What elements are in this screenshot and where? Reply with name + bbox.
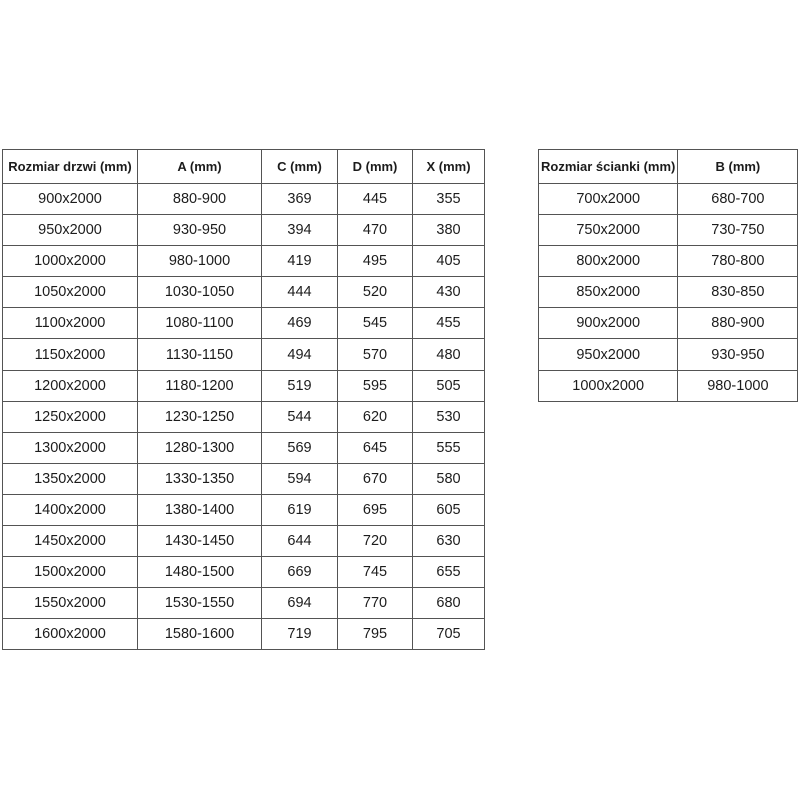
table-cell: 1080-1100 <box>138 308 262 339</box>
table-row <box>3 308 485 339</box>
table-cell: 1130-1150 <box>138 339 262 370</box>
table-cell: 1400x2000 <box>3 494 138 525</box>
table-cell: 680-700 <box>678 184 798 215</box>
table-cell: 655 <box>413 557 485 588</box>
table-cell: 880-900 <box>678 308 798 339</box>
doors-header-row <box>3 150 485 184</box>
table-cell: 1000x2000 <box>3 246 138 277</box>
table-cell: 1030-1050 <box>138 277 262 308</box>
table-cell: 880-900 <box>138 184 262 215</box>
table-row <box>539 277 798 308</box>
column-header: Rozmiar ścianki (mm) <box>539 150 678 184</box>
table-cell: 705 <box>413 619 485 650</box>
table-cell: 605 <box>413 494 485 525</box>
table-cell: 1330-1350 <box>138 463 262 494</box>
table-cell: 719 <box>262 619 338 650</box>
table-cell: 680 <box>413 588 485 619</box>
table-cell: 380 <box>413 215 485 246</box>
table-cell: 950x2000 <box>3 215 138 246</box>
table-cell: 569 <box>262 432 338 463</box>
table-cell: 795 <box>338 619 413 650</box>
table-cell: 445 <box>338 184 413 215</box>
table-cell: 1100x2000 <box>3 308 138 339</box>
table-cell: 1200x2000 <box>3 370 138 401</box>
table-row <box>539 215 798 246</box>
table-cell: 1050x2000 <box>3 277 138 308</box>
table-cell: 900x2000 <box>3 184 138 215</box>
table-row <box>3 401 485 432</box>
table-row <box>3 432 485 463</box>
table-row <box>3 339 485 370</box>
table-cell: 700x2000 <box>539 184 678 215</box>
doors-table <box>2 149 485 650</box>
table-cell: 950x2000 <box>539 339 678 370</box>
table-cell: 645 <box>338 432 413 463</box>
table-cell: 1350x2000 <box>3 463 138 494</box>
table-cell: 544 <box>262 401 338 432</box>
table-cell: 980-1000 <box>678 370 798 401</box>
table-cell: 1550x2000 <box>3 588 138 619</box>
table-cell: 580 <box>413 463 485 494</box>
table-row <box>3 370 485 401</box>
table-row <box>3 588 485 619</box>
table-cell: 780-800 <box>678 246 798 277</box>
column-header: C (mm) <box>262 150 338 184</box>
table-cell: 495 <box>338 246 413 277</box>
column-header: A (mm) <box>138 150 262 184</box>
table-cell: 570 <box>338 339 413 370</box>
table-cell: 405 <box>413 246 485 277</box>
table-cell: 1600x2000 <box>3 619 138 650</box>
column-header: X (mm) <box>413 150 485 184</box>
table-cell: 1580-1600 <box>138 619 262 650</box>
table-cell: 730-750 <box>678 215 798 246</box>
table-cell: 530 <box>413 401 485 432</box>
table-cell: 670 <box>338 463 413 494</box>
table-cell: 1230-1250 <box>138 401 262 432</box>
table-cell: 444 <box>262 277 338 308</box>
table-cell: 455 <box>413 308 485 339</box>
table-cell: 620 <box>338 401 413 432</box>
table-cell: 1380-1400 <box>138 494 262 525</box>
table-cell: 695 <box>338 494 413 525</box>
walls-table <box>538 149 798 402</box>
table-cell: 470 <box>338 215 413 246</box>
table-row <box>3 526 485 557</box>
table-cell: 1250x2000 <box>3 401 138 432</box>
table-cell: 594 <box>262 463 338 494</box>
table-cell: 644 <box>262 526 338 557</box>
table-cell: 720 <box>338 526 413 557</box>
table-cell: 595 <box>338 370 413 401</box>
table-cell: 494 <box>262 339 338 370</box>
table-cell: 394 <box>262 215 338 246</box>
table-cell: 1530-1550 <box>138 588 262 619</box>
table-cell: 369 <box>262 184 338 215</box>
table-cell: 850x2000 <box>539 277 678 308</box>
doors-header <box>3 150 485 184</box>
table-row <box>3 494 485 525</box>
table-cell: 669 <box>262 557 338 588</box>
table-cell: 1500x2000 <box>3 557 138 588</box>
table-cell: 1430-1450 <box>138 526 262 557</box>
table-row <box>539 339 798 370</box>
table-row <box>3 246 485 277</box>
table-row <box>3 463 485 494</box>
table-cell: 520 <box>338 277 413 308</box>
column-header: D (mm) <box>338 150 413 184</box>
table-row <box>539 184 798 215</box>
table-row <box>3 215 485 246</box>
table-cell: 630 <box>413 526 485 557</box>
table-cell: 1480-1500 <box>138 557 262 588</box>
table-cell: 900x2000 <box>539 308 678 339</box>
table-row <box>3 619 485 650</box>
table-cell: 930-950 <box>138 215 262 246</box>
table-cell: 1450x2000 <box>3 526 138 557</box>
table-row <box>3 277 485 308</box>
table-cell: 519 <box>262 370 338 401</box>
table-cell: 505 <box>413 370 485 401</box>
table-cell: 750x2000 <box>539 215 678 246</box>
doors-body <box>3 184 485 650</box>
table-cell: 1300x2000 <box>3 432 138 463</box>
table-cell: 770 <box>338 588 413 619</box>
table-cell: 930-950 <box>678 339 798 370</box>
table-row <box>539 370 798 401</box>
walls-header <box>539 150 798 184</box>
column-header: Rozmiar drzwi (mm) <box>3 150 138 184</box>
table-cell: 1280-1300 <box>138 432 262 463</box>
table-row <box>3 557 485 588</box>
table-row <box>539 246 798 277</box>
table-cell: 555 <box>413 432 485 463</box>
table-cell: 1180-1200 <box>138 370 262 401</box>
walls-header-row <box>539 150 798 184</box>
table-cell: 694 <box>262 588 338 619</box>
table-cell: 830-850 <box>678 277 798 308</box>
table-cell: 1150x2000 <box>3 339 138 370</box>
table-cell: 355 <box>413 184 485 215</box>
walls-body <box>539 184 798 402</box>
table-cell: 980-1000 <box>138 246 262 277</box>
table-row <box>3 184 485 215</box>
table-cell: 469 <box>262 308 338 339</box>
table-cell: 545 <box>338 308 413 339</box>
column-header: B (mm) <box>678 150 798 184</box>
table-cell: 1000x2000 <box>539 370 678 401</box>
table-cell: 480 <box>413 339 485 370</box>
table-cell: 419 <box>262 246 338 277</box>
table-cell: 800x2000 <box>539 246 678 277</box>
table-row <box>539 308 798 339</box>
table-cell: 619 <box>262 494 338 525</box>
table-cell: 430 <box>413 277 485 308</box>
table-cell: 745 <box>338 557 413 588</box>
